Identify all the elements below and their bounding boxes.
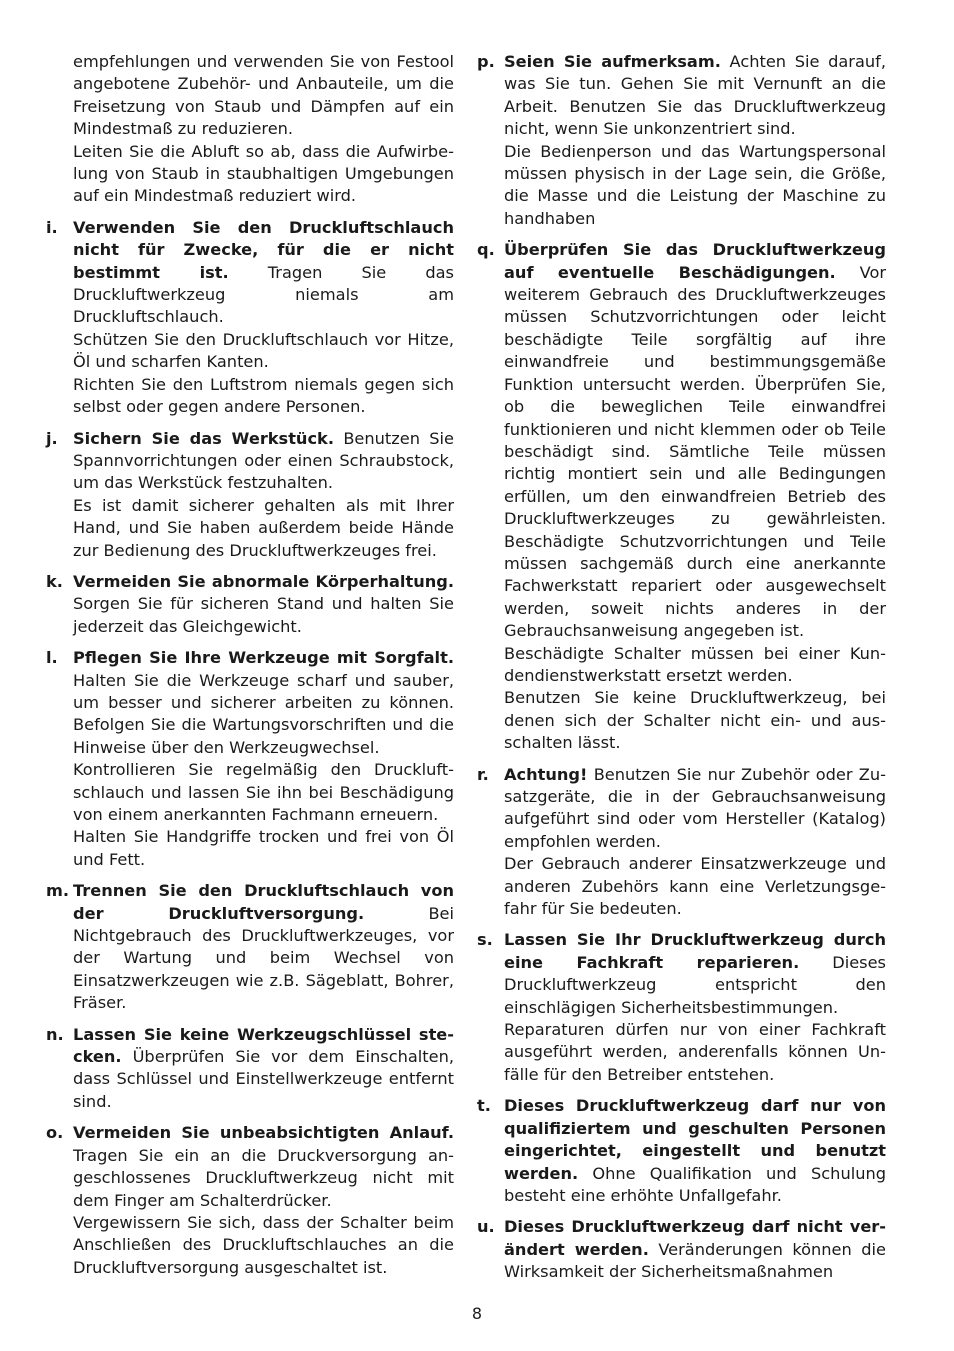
list-item [477, 239, 886, 754]
paragraph [504, 687, 886, 754]
paragraph [504, 1095, 886, 1207]
paragraph [73, 880, 454, 1014]
paragraph-text: Veränderungen können die Wirksamkeit der Sicherheitsmaßnahmen [504, 1239, 886, 1282]
list-marker: n. [46, 1024, 64, 1044]
paragraph-text: Tragen Sie das Druckluftwerkzeug niemals am Druckluftschlauch. [73, 262, 454, 327]
paragraph-text: Kontrollieren Sie regelmäßig den Druckluftschlauch und lassen Sie ihn bei Beschädigung von einem anerkannten Fachmann erneuern. [73, 760, 454, 824]
list-marker: k. [46, 571, 63, 591]
list-marker: p. [477, 52, 495, 71]
bold-lead-text: Lassen Sie Ihr Druckluftwerkzeug durch eine Fachkraft reparieren. [504, 930, 886, 972]
bold-lead-text: Lassen Sie keine Werkzeugschlüssel stecken. [73, 1024, 454, 1067]
paragraph [504, 1019, 886, 1086]
list-marker: s. [477, 930, 493, 950]
bold-lead-text: Pflegen Sie Ihre Werkzeuge mit Sorgfalt. [73, 648, 454, 668]
paragraph [73, 1024, 454, 1114]
list-item [477, 1216, 886, 1283]
paragraph [73, 759, 454, 826]
bold-lead-text: Überprüfen Sie das Druckluftwerkzeug auf eventuelle Beschädigungen. [504, 240, 886, 282]
paragraph-text: Schützen Sie den Druckluftschlauch vor Hitze, Öl und scharfen Kanten. [73, 329, 454, 372]
right-column [477, 51, 886, 1293]
list-item [477, 51, 886, 230]
paragraph-text: Achten Sie darauf, was Sie tun. Gehen Sie mit Vernunft an die Arbeit. Benutzen Sie das Druckluftwerkzeug nicht, wenn Sie unkonzentriert sind. [504, 52, 886, 139]
list-item [46, 428, 454, 562]
list-marker: u. [477, 1217, 495, 1237]
list-marker: l. [46, 648, 58, 668]
list-item [46, 647, 454, 871]
list-marker: i. [46, 217, 58, 237]
page-number: 8 [471, 1304, 483, 1323]
paragraph-text: Dieses Druckluftwerkzeug entspricht den einschlägigen Sicherheitsbestimmungen. [504, 952, 886, 1017]
list-item [46, 1122, 454, 1279]
list-item [477, 764, 886, 921]
paragraph [504, 853, 886, 920]
paragraph [73, 1122, 454, 1212]
bold-lead-text: Verwenden Sie den Druckluftschlauch nicht für Zwecke, für die er nicht bestimmt ist. [73, 217, 454, 282]
paragraph [73, 1212, 454, 1279]
bold-lead-text: Dieses Druckluftwerkzeug darf nicht verändert werden. [504, 1217, 886, 1259]
list-item [46, 571, 454, 638]
bold-lead-text: Achtung! [504, 764, 588, 784]
paragraph [73, 647, 454, 759]
paragraph-text: Der Gebrauch anderer Einsatzwerkzeuge und anderen Zubehörs kann eine Verletzungsgefahr für Sie bedeuten. [504, 854, 886, 919]
paragraph-text: Vor weiterem Gebrauch des Druckluftwerkzeuges müssen Schutzvorrichtungen oder leicht beschädigte Teile sorgfältig auf ihre einwandfreie und bestimmungsgemäße Funktion untersucht werden. Überprüfen Sie, ob die beweglichen Teile einwandfrei funktionieren und nicht klemmen oder ob Teile beschädigt sind. Sämtliche Teile müssen richtig montiert sein und alle Bedingungen erfüllen, um den einwandfreien Betrieb des Druckluftwerkzeuges zu gewährleisten. Beschädigte Schutzvorrichtungen und Teile müssen sachgemäß durch eine anerkannte Fachwerkstatt repariert oder ausgewechselt werden, soweit nichts anderes in der Gebrauchsanweisung angegeben ist. [504, 262, 886, 641]
paragraph [504, 141, 886, 231]
paragraph-text: Beschädigte Schalter müssen bei einer Kundendienstwerkstatt ersetzt werden. [504, 643, 886, 685]
paragraph-text: Richten Sie den Luftstrom niemals gegen sich selbst oder gegen andere Personen. [73, 374, 454, 417]
continued-text [46, 51, 454, 208]
list-marker: q. [477, 240, 495, 260]
bold-lead-text: Dieses Druckluftwerkzeug darf nur von qualifiziertem und geschulten Personen eingerichtet, eingestellt und benutzt werden. [504, 1096, 886, 1183]
paragraph [504, 929, 886, 1019]
list-item [46, 217, 454, 419]
paragraph-text: Leiten Sie die Abluft so ab, dass die Aufwirbelung von Staub in staubhaltigen Umgebungen auf ein Mindestmaß reduziert wird. [73, 141, 454, 206]
paragraph [73, 495, 454, 562]
paragraph [73, 374, 454, 419]
paragraph-text: Die Bedienperson und das Wartungspersonal müssen physisch in der Lage sein, die Größe, die Masse und die Leistung der Maschine zu handhaben [504, 141, 886, 228]
bold-lead-text: Sichern Sie das Werkstück. [73, 428, 334, 448]
paragraph-text: Es ist damit sicherer gehalten als mit Ihrer Hand, und Sie haben außerdem beide Hände zur Bedienung des Druckluftwerkzeuges frei. [73, 495, 454, 560]
paragraph-text: Benutzen Sie keine Druckluftwerkzeug, bei denen sich der Schalter nicht ein- und ausschalten lässt. [504, 688, 886, 753]
left-column [46, 51, 454, 1288]
paragraph [504, 51, 886, 141]
paragraph-text: Ohne Qualifikation und Schulung besteht eine erhöhte Unfallgefahr. [504, 1163, 886, 1205]
bold-lead-text: Seien Sie aufmerksam. [504, 52, 721, 71]
paragraph-text: Bei Nichtgebrauch des Druckluftwerkzeuges, vor der Wartung und beim Wechsel von Einsatzwerkzeugen wie z.B. Sägeblatt, Bohrer, Fräser. [73, 903, 454, 1013]
paragraph-text: Sorgen Sie für sicheren Stand und halten Sie jederzeit das Gleichgewicht. [73, 594, 454, 636]
paragraph [504, 643, 886, 688]
list-marker: t. [477, 1096, 491, 1116]
list-marker: m. [46, 881, 70, 901]
paragraph [73, 141, 454, 208]
paragraph-text: Vergewissern Sie sich, dass der Schalter beim Anschließen des Druckluftschlauches an die Druckluftversorgung ausgeschaltet ist. [73, 1212, 454, 1277]
paragraph-text: Tragen Sie ein an die Druckversorgung angeschlossenes Druckluftwerkzeug nicht mit dem Finger am Schalterdrücker. [73, 1145, 454, 1210]
paragraph [73, 428, 454, 495]
paragraph [504, 764, 886, 854]
paragraph-text: Halten Sie die Werkzeuge scharf und sauber, um besser und sicherer arbeiten zu können. Befolgen Sie die Wartungsvorschriften und die Hinweise über den Werkzeugwechsel. [73, 670, 454, 757]
paragraph [73, 329, 454, 374]
paragraph-text: Reparaturen dürfen nur von einer Fachkraft ausgeführt werden, anderenfalls können Unfälle für den Betreiber entstehen. [504, 1020, 886, 1084]
paragraph-text: Überprüfen Sie vor dem Einschalten, dass Schlüssel und Einstellwerkzeuge entfernt sind. [73, 1047, 454, 1111]
paragraph [73, 51, 454, 141]
paragraph [73, 826, 454, 871]
paragraph-text: empfehlungen und verwenden Sie von Festool angebotene Zubehör- und Anbauteile, um die Freisetzung von Staub und Dämpfen auf ein Mindestmaß zu reduzieren. [73, 52, 454, 139]
bold-lead-text: Vermeiden Sie abnormale Körperhaltung. [73, 571, 454, 591]
list-marker: r. [477, 764, 489, 784]
paragraph [73, 217, 454, 329]
paragraph-text: Benutzen Sie nur Zubehör oder Zusatzgeräte, die in der Gebrauchsanweisung aufgeführt sind oder vom Hersteller (Katalog) empfohlen werden. [504, 764, 886, 851]
list-item [477, 929, 886, 1086]
paragraph [504, 1216, 886, 1283]
list-item [46, 1024, 454, 1114]
list-marker: o. [46, 1123, 64, 1143]
bold-lead-text: Trennen Sie den Druckluftschlauch von der Druckluftversorgung. [73, 881, 454, 923]
paragraph [73, 571, 454, 638]
paragraph-text: Benutzen Sie Spannvorrichtungen oder einen Schraubstock, um das Werkstück festzuhalten. [73, 428, 455, 493]
list-item [477, 1095, 886, 1207]
paragraph-text: Halten Sie Handgriffe trocken und frei von Öl und Fett. [73, 827, 454, 869]
paragraph [504, 239, 886, 642]
bold-lead-text: Vermeiden Sie unbeabsichtigten Anlauf. [73, 1123, 454, 1143]
list-marker: j. [46, 428, 58, 448]
list-item [46, 880, 454, 1014]
